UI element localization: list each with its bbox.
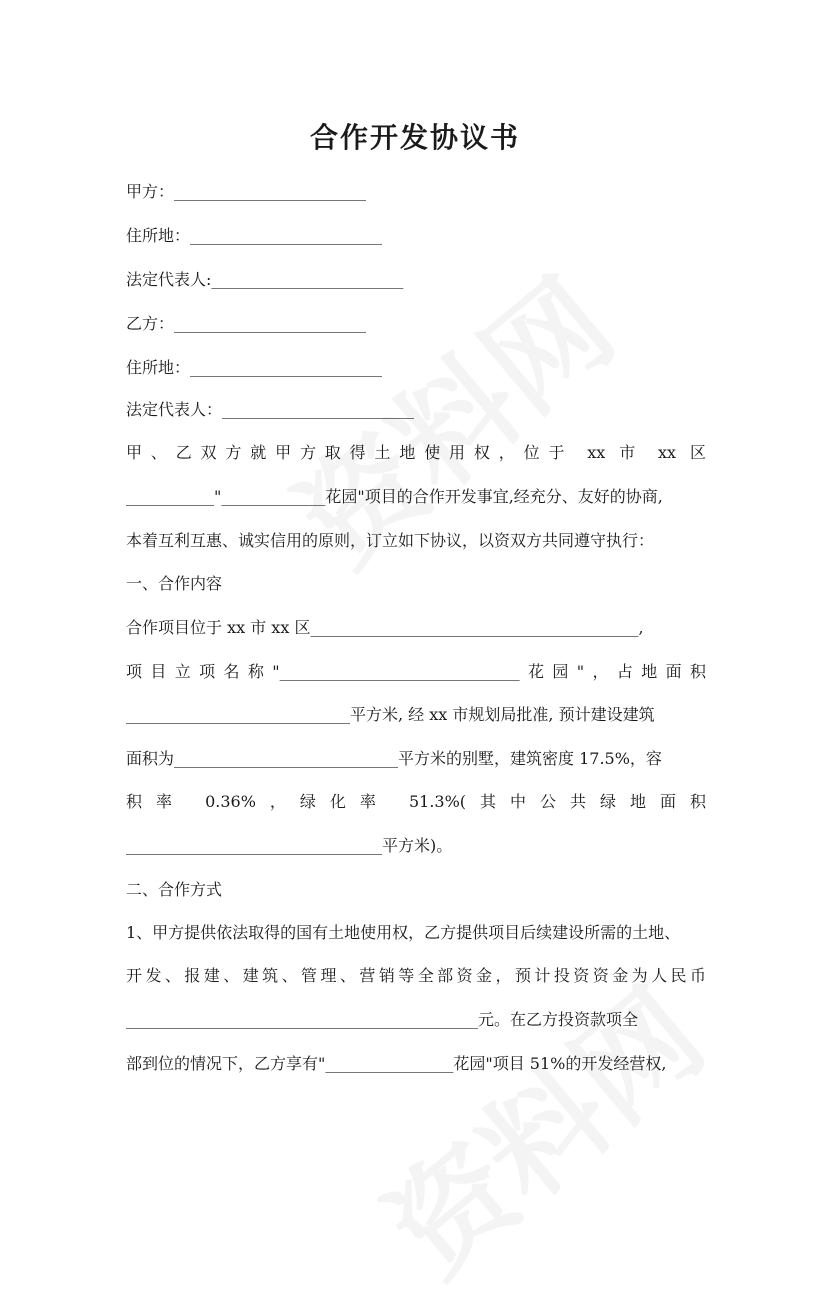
party-b-representative-field: 法定代表人：________________________ xyxy=(126,400,415,419)
party-a-representative-field: 法定代表人:________________________ xyxy=(126,270,404,289)
document-title: 合作开发协议书 xyxy=(309,121,520,154)
preamble-line-2: ___________"_____________花园"项目的合作开发事宜,经充分、友好的协商, xyxy=(126,487,663,506)
section-heading-cooperation-content: 一、合作内容 xyxy=(126,574,223,593)
party-b-address-field: 住所地：________________________ xyxy=(126,358,383,377)
content-line-2: 项目立项名称"______________________________花园"，占地面积 xyxy=(126,662,706,681)
preamble-line-1: 甲、乙双方就甲方取得土地使用权，位于 xx 市 xx 区 xyxy=(126,443,706,462)
method-line-3: ____________________________________________元。在乙方投资款项全 xyxy=(126,1010,639,1029)
section-heading-cooperation-method: 二、合作方式 xyxy=(126,880,223,899)
content-line-6: ________________________________平方米)。 xyxy=(126,836,453,855)
content-line-1: 合作项目位于 xx 市 xx 区_________________________________________, xyxy=(126,618,644,637)
party-b-field: 乙方：________________________ xyxy=(126,314,367,333)
watermark xyxy=(347,944,733,1307)
method-line-4: 部到位的情况下，乙方享有"________________花园"项目 51%的开发经营权, xyxy=(126,1054,667,1073)
party-a-address-field: 住所地：________________________ xyxy=(126,226,383,245)
content-line-4: 面积为____________________________平方米的别墅，建筑密度 17.5%，容 xyxy=(126,749,662,768)
method-line-2: 开发、报建、建筑、管理、营销等全部资金，预计投资资金为人民币 xyxy=(126,966,706,985)
method-line-1: 1、甲方提供依法取得的国有土地使用权，乙方提供项目后续建设所需的土地、 xyxy=(126,923,681,942)
content-line-3: ____________________________平方米, 经 xx 市规划局批准, 预计建设建筑 xyxy=(126,705,655,724)
preamble-line-3: 本着互利互惠、诚实信用的原则，订立如下协议，以资双方共同遵守执行： xyxy=(126,531,655,550)
party-a-field: 甲方：________________________ xyxy=(126,182,367,201)
content-line-5: 积率 0.36%，绿化率 51.3%(其中公共绿地面积 xyxy=(126,792,706,811)
